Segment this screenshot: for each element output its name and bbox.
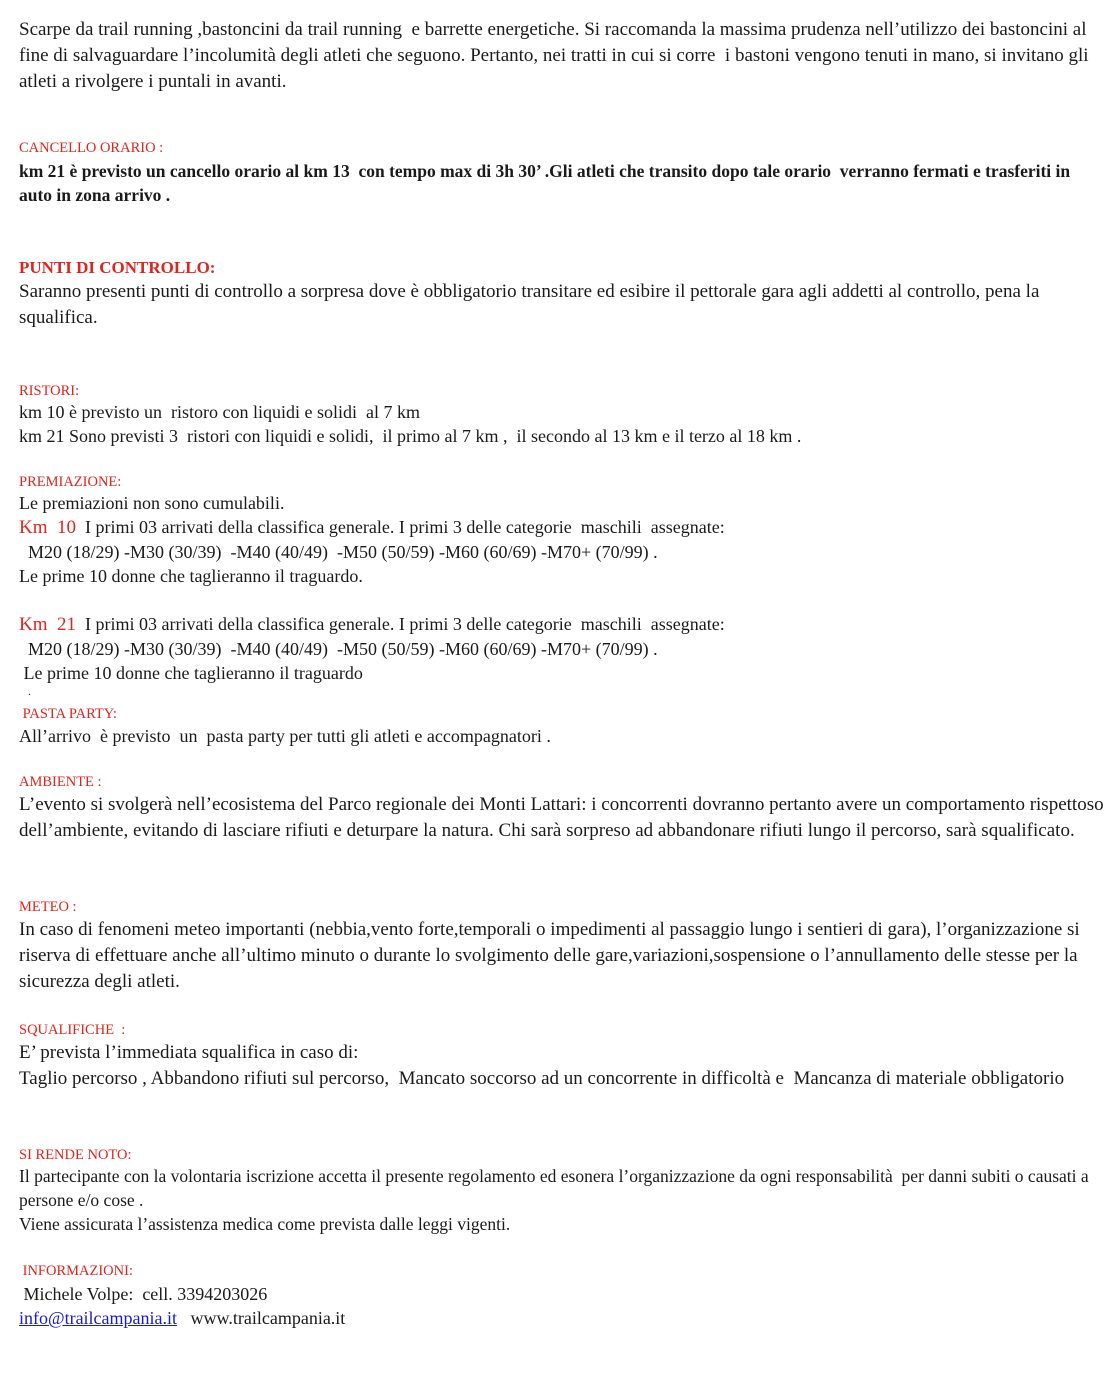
km10-women: Le prime 10 donne che taglieranno il traguardo. xyxy=(19,566,363,586)
pasta-heading: PASTA PARTY: xyxy=(19,706,117,722)
section-premiazione xyxy=(19,473,1104,697)
premiazione-note: Le premiazioni non sono cumulabili. xyxy=(19,493,285,513)
ristori-heading: RISTORI: xyxy=(19,383,80,399)
section-informazioni xyxy=(19,1262,1104,1330)
premiazione-km10-line xyxy=(19,515,1104,540)
km21-label: Km 21 xyxy=(19,614,76,635)
section-cancello-orario xyxy=(19,139,1104,207)
punti-text: Saranno presenti punti di controllo a sorpresa dove è obbligatorio transitare ed esibire il pettorale gara agli addetti al controllo, pena la squalifica. xyxy=(19,281,1045,328)
noto-heading: SI RENDE NOTO: xyxy=(19,1147,132,1163)
section-pasta-party xyxy=(19,705,1104,748)
section-ristori xyxy=(19,382,1104,448)
km21-categories: M20 (18/29) -M30 (30/39) -M40 (40/49) -M50 (50/59) -M60 (60/69) -M70+ (70/99) . xyxy=(19,639,658,659)
squalifiche-line-1: E’ prevista l’immediata squalifica in caso di: xyxy=(19,1042,359,1063)
info-heading: INFORMAZIONI: xyxy=(19,1263,133,1279)
section-meteo xyxy=(19,898,1104,995)
squalifiche-line-2: Taglio percorso , Abbandono rifiuti sul percorso, Mancato soccorso ad un concorrente in difficoltà e Mancanza di materiale obbligatorio xyxy=(19,1068,1065,1089)
cancello-heading: CANCELLO ORARIO : xyxy=(19,140,164,156)
km21-text: I primi 03 arrivati della classifica generale. I primi 3 delle categorie maschili assegnate: xyxy=(76,614,725,634)
premiazione-heading: PREMIAZIONE: xyxy=(19,474,122,490)
intro-paragraph: Scarpe da trail running ,bastoncini da trail running e barrette energetiche. Si raccomanda la massima prudenza nell’utilizzo dei bastoncini al fine di salvaguardare l’incolumità degli atleti che seguono. Pertanto, nei tratti in cui si corre i bastoni vengono tenuti in mano, si invitano gli atleti a rivolgere i puntali in avanti. xyxy=(19,19,1094,92)
section-squalifiche xyxy=(19,1021,1104,1092)
noto-line-1: Il partecipante con la volontaria iscrizione accetta il presente regolamento ed esonera l’organizzazione da ogni responsabilità per danni subiti o causati a persone e/o cose . xyxy=(19,1166,1094,1210)
section-si-rende-noto xyxy=(19,1146,1104,1236)
website-text: www.trailcampania.it xyxy=(177,1308,346,1328)
info-contact: Michele Volpe: cell. 3394203026 xyxy=(19,1284,268,1304)
info-links-line xyxy=(19,1306,1104,1330)
km21-women: Le prime 10 donne che taglieranno il traguardo xyxy=(19,663,363,683)
email-link[interactable]: info@trailcampania.it xyxy=(19,1308,178,1328)
ambiente-text: L’evento si svolgerà nell’ecosistema del Parco regionale dei Monti Lattari: i concorrenti dovranno pertanto avere un comportamento rispettoso dell’ambiente, evitando di lasciare rifiuti e deturpare la natura. Chi sarà sorpreso ad abbandonare rifiuti lungo il percorso, sarà squalificato. xyxy=(19,794,1109,841)
squalifiche-heading: SQUALIFICHE : xyxy=(19,1022,126,1038)
stray-dot: . xyxy=(19,684,31,698)
ambiente-heading: AMBIENTE : xyxy=(19,774,102,790)
km10-label: Km 10 xyxy=(19,517,76,538)
cancello-text: km 21 è previsto un cancello orario al km 13 con tempo max di 3h 30’ .Gli atleti che transito dopo tale orario verranno fermati e trasferiti in auto in zona arrivo . xyxy=(19,161,1075,205)
premiazione-km21-line xyxy=(19,612,1104,637)
punti-heading: PUNTI DI CONTROLLO: xyxy=(19,258,216,277)
km10-text: I primi 03 arrivati della classifica generale. I primi 3 delle categorie maschili assegnate: xyxy=(76,517,725,537)
meteo-text: In caso di fenomeni meteo importanti (nebbia,vento forte,temporali o impedimenti al passaggio lungo i sentieri di gara), l’organizzazione si riserva di effettuare anche all’ultimo minuto o durante lo svolgimento delle gare,variazioni,sospensione o l’annullamento delle stesse per la sicurezza degli atleti. xyxy=(19,919,1085,992)
pasta-text: All’arrivo è previsto un pasta party per tutti gli atleti e accompagnatori . xyxy=(19,726,551,746)
section-ambiente xyxy=(19,773,1109,844)
section-punti-controllo xyxy=(19,258,1104,331)
km10-categories: M20 (18/29) -M30 (30/39) -M40 (40/49) -M50 (50/59) -M60 (60/69) -M70+ (70/99) . xyxy=(19,542,658,562)
noto-line-2: Viene assicurata l’assistenza medica come prevista dalle leggi vigenti. xyxy=(19,1214,511,1234)
ristori-line-2: km 21 Sono previsti 3 ristori con liquidi e solidi, il primo al 7 km , il secondo al 13 km e il terzo al 18 km . xyxy=(19,426,802,446)
meteo-heading: METEO : xyxy=(19,899,77,915)
ristori-line-1: km 10 è previsto un ristoro con liquidi e solidi al 7 km xyxy=(19,402,420,422)
